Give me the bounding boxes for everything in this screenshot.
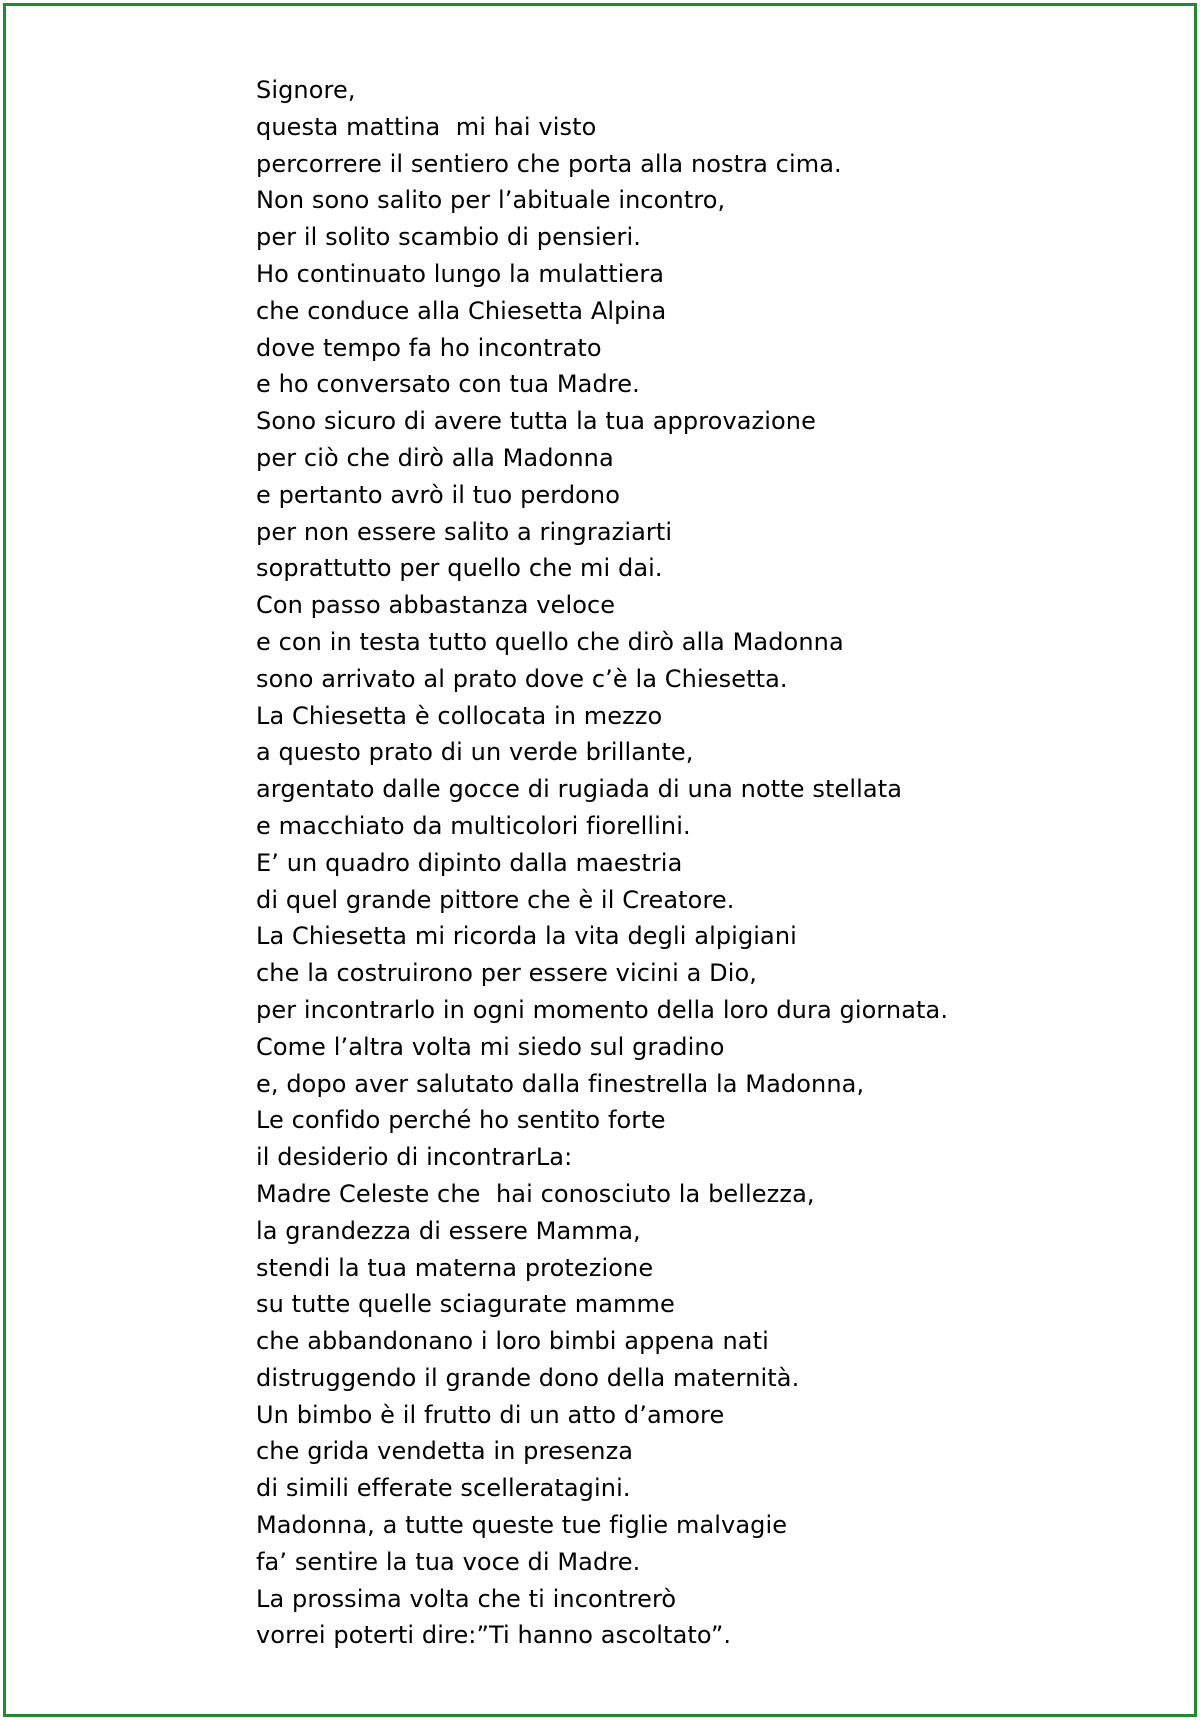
- poem-line: Come l’altra volta mi siedo sul gradino: [256, 1032, 725, 1061]
- poem-line: e macchiato da multicolori fiorellini.: [256, 811, 691, 840]
- poem-line: argentato dalle gocce di rugiada di una notte stellata: [256, 775, 903, 804]
- poem-line: a questo prato di un verde brillante,: [256, 738, 694, 767]
- poem-line: distruggendo il grande dono della maternità.: [256, 1363, 800, 1392]
- poem-line: fa’ sentire la tua voce di Madre.: [256, 1547, 641, 1576]
- poem-line: Madonna, a tutte queste tue figlie malvagie: [256, 1511, 788, 1540]
- poem-line: la grandezza di essere Mamma,: [256, 1216, 641, 1245]
- poem-line: Ho continuato lungo la mulattiera: [256, 259, 665, 288]
- poem-line: e pertanto avrò il tuo perdono: [256, 480, 621, 509]
- poem-line: che grida vendetta in presenza: [256, 1437, 634, 1466]
- poem-line: che la costruirono per essere vicini a Dio,: [256, 959, 757, 988]
- poem-line: Con passo abbastanza veloce: [256, 591, 616, 620]
- poem-line: Sono sicuro di avere tutta la tua approvazione: [256, 407, 816, 436]
- poem-line: vorrei poterti dire:”Ti hanno ascoltato”.: [256, 1621, 732, 1650]
- poem-line: Le confido perché ho sentito forte: [256, 1106, 666, 1135]
- poem-line: La prossima volta che ti incontrerò: [256, 1584, 677, 1613]
- poem-line: Un bimbo è il frutto di un atto d’amore: [256, 1400, 725, 1429]
- poem-line: Non sono salito per l’abituale incontro,: [256, 186, 726, 215]
- poem-line: che conduce alla Chiesetta Alpina: [256, 296, 667, 325]
- poem-line: stendi la tua materna protezione: [256, 1253, 654, 1282]
- poem-line: questa mattina mi hai visto: [256, 112, 597, 141]
- poem-line: per non essere salito a ringraziarti: [256, 517, 673, 546]
- poem-line: soprattutto per quello che mi dai.: [256, 554, 663, 583]
- poem-line: sono arrivato al prato dove c’è la Chiesetta.: [256, 664, 788, 693]
- poem-line: su tutte quelle sciagurate mamme: [256, 1290, 675, 1319]
- poem-line: il desiderio di incontrarLa:: [256, 1143, 573, 1172]
- poem-line: e con in testa tutto quello che dirò alla Madonna: [256, 627, 844, 656]
- poem-line: Madre Celeste che hai conosciuto la bellezza,: [256, 1179, 815, 1208]
- poem-line: Signore,: [256, 76, 356, 104]
- poem-line: di simili efferate scelleratagini.: [256, 1474, 631, 1503]
- poem-line: percorrere il sentiero che porta alla nostra cima.: [256, 149, 842, 178]
- poem-line: di quel grande pittore che è il Creatore.: [256, 885, 735, 914]
- poem-text: [256, 72, 1156, 1654]
- poem-line: e ho conversato con tua Madre.: [256, 370, 640, 399]
- poem-line: per il solito scambio di pensieri.: [256, 223, 641, 252]
- poem-line: per ciò che dirò alla Madonna: [256, 443, 614, 472]
- poem-line: per incontrarlo in ogni momento della loro dura giornata.: [256, 995, 949, 1024]
- poem-line: e, dopo aver salutato dalla finestrella la Madonna,: [256, 1069, 865, 1098]
- poem-line: E’ un quadro dipinto dalla maestria: [256, 848, 683, 877]
- poem-line: La Chiesetta mi ricorda la vita degli alpigiani: [256, 922, 797, 951]
- poem-line: La Chiesetta è collocata in mezzo: [256, 701, 663, 730]
- page-frame: [3, 3, 1197, 1717]
- poem-line: che abbandonano i loro bimbi appena nati: [256, 1327, 769, 1356]
- poem-line: dove tempo fa ho incontrato: [256, 333, 602, 362]
